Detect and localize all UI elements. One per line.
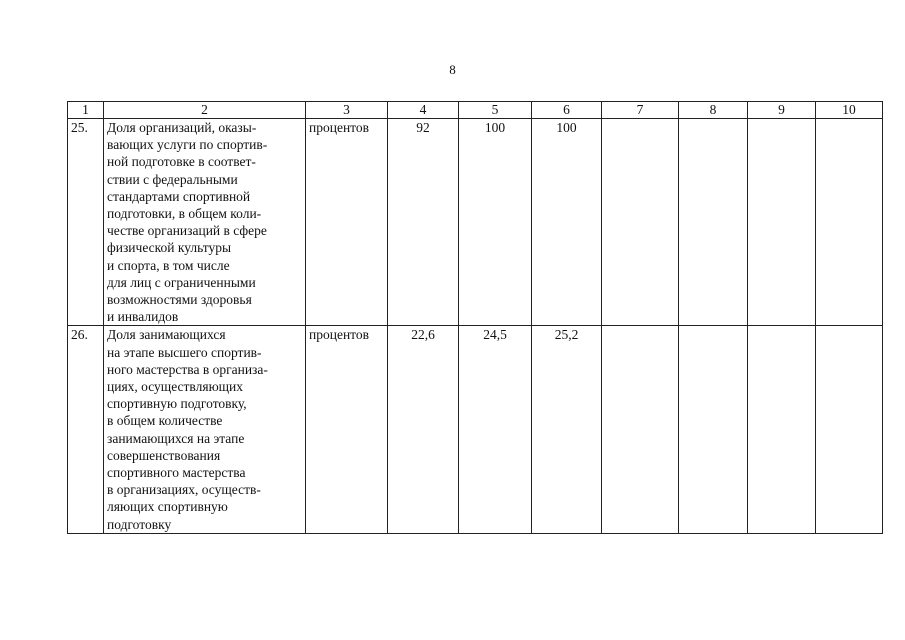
table-row: [68, 119, 883, 326]
column-header: 6: [532, 102, 602, 119]
column-header: 3: [306, 102, 388, 119]
row-number: 26.: [68, 326, 104, 533]
column-header: 4: [388, 102, 459, 119]
table-header-row: [68, 102, 883, 119]
row-value: 22,6: [388, 326, 459, 533]
row-unit: процентов: [306, 326, 388, 533]
page-number: 8: [449, 62, 456, 77]
row-value: 25,2: [532, 326, 602, 533]
row-value: [816, 326, 883, 533]
row-value: [816, 119, 883, 326]
row-value: [602, 119, 679, 326]
row-number: 25.: [68, 119, 104, 326]
row-value: [602, 326, 679, 533]
column-header: 7: [602, 102, 679, 119]
row-value: [748, 119, 816, 326]
row-unit: процентов: [306, 119, 388, 326]
column-header: 10: [816, 102, 883, 119]
row-value: 24,5: [459, 326, 532, 533]
column-header: 8: [679, 102, 748, 119]
column-header: 5: [459, 102, 532, 119]
row-value: 92: [388, 119, 459, 326]
row-description: Доля занимающихся на этапе высшего спортив- ного мастерства в организа- циях, осуществляющих спортивную подготовку, в общем количестве занимающихся на этапе совершенствования спортивного мастерства в организациях, осуществ- ляющих спортивную подготовку: [104, 326, 306, 533]
row-value: 100: [459, 119, 532, 326]
data-table: [67, 101, 883, 534]
column-header: 9: [748, 102, 816, 119]
row-value: 100: [532, 119, 602, 326]
row-value: [748, 326, 816, 533]
row-value: [679, 119, 748, 326]
row-description: Доля организаций, оказы- вающих услуги по спортив- ной подготовке в соответ- ствии с федеральными стандартами спортивной подготовки, в общем коли- честве организаций в сфере физической культуры и спорта, в том числе для лиц с ограниченными возможностями здоровья и инвалидов: [104, 119, 306, 326]
column-header: 1: [68, 102, 104, 119]
row-value: [679, 326, 748, 533]
table-row: [68, 326, 883, 533]
column-header: 2: [104, 102, 306, 119]
